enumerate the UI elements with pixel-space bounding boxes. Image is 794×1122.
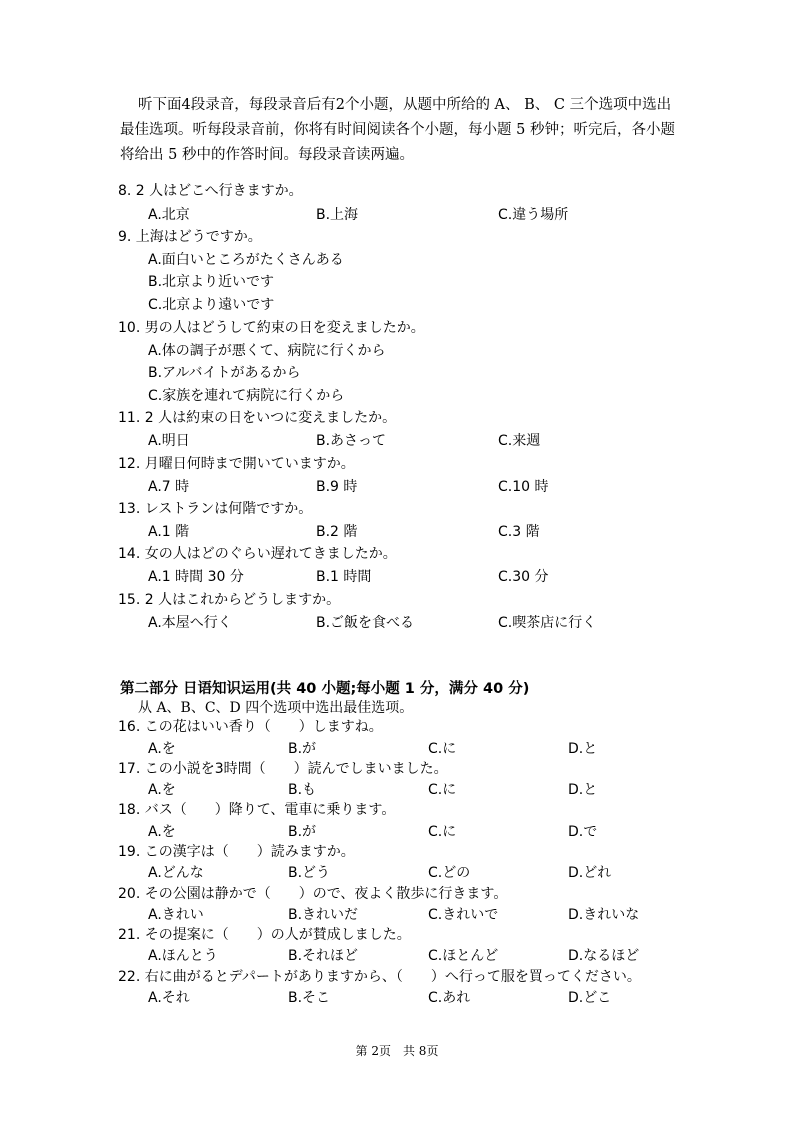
part2-title: 第二部分 日语知识运用(共 40 小题;每小题 1 分，满分 40 分) — [120, 681, 530, 697]
option-14-c: C.30 分 — [498, 569, 549, 585]
option-16-c: C.に — [428, 741, 457, 757]
question-10: 10. 男の人はどうして約束の日を変えましたか。 — [118, 320, 425, 336]
question-18: 18. バス（ ）降りて、電車に乗ります。 — [118, 802, 396, 818]
option-11-c: C.来週 — [498, 433, 541, 449]
question-19: 19. この漢字は（ ）読みますか。 — [118, 844, 355, 860]
option-14-b: B.1 時間 — [316, 569, 372, 585]
option-22-c: C.あれ — [428, 990, 471, 1006]
question-12: 12. 月曜日何時まで開いていますか。 — [118, 456, 355, 472]
option-11-a: A.明日 — [148, 433, 190, 449]
option-12-c: C.10 時 — [498, 479, 549, 495]
page-number-footer: 第 2页 共 8页 — [355, 1044, 439, 1058]
option-16-b: B.が — [288, 741, 317, 757]
question-21: 21. その提案に（ ）の人が賛成しました。 — [118, 927, 411, 943]
option-15-b: B.ご飯を食べる — [316, 615, 415, 631]
option-21-d: D.なるほど — [568, 948, 640, 964]
option-8-c: C.違う場所 — [498, 207, 569, 223]
option-10-a: A.体の調子が悪くて、病院に行くから — [148, 343, 386, 359]
option-22-d: D.どこ — [568, 990, 612, 1006]
option-18-c: C.に — [428, 824, 457, 840]
question-15: 15. 2 人はこれからどうしますか。 — [118, 592, 341, 608]
option-9-a: A.面白いところがたくさんある — [148, 252, 344, 268]
option-21-c: C.ほとんど — [428, 948, 499, 964]
option-16-d: D.と — [568, 741, 598, 757]
question-13: 13. レストランは何階ですか。 — [118, 501, 313, 517]
option-21-b: B.それほど — [288, 948, 359, 964]
option-18-b: B.が — [288, 824, 317, 840]
question-22: 22. 右に曲がるとデパートがありますから、（ ）へ行って服を買ってください。 — [118, 969, 641, 985]
option-12-b: B.9 時 — [316, 479, 358, 495]
option-17-c: C.に — [428, 782, 457, 798]
option-17-d: D.と — [568, 782, 598, 798]
option-20-b: B.きれいだ — [288, 907, 359, 923]
listening-instructions: 听下面4段录音，每段录音后有2个小题，从题中所给的 A、 B、 C 三个选项中选出最佳选项。听每段录音前，你将有时间阅读各个小题，每小题 5 秒钟；听完后，各小题将给出 5 秒中的作答时间。每段录音读两遍。 — [120, 97, 675, 163]
question-8: 8. 2 人はどこへ行きますか。 — [118, 183, 303, 199]
option-22-b: B.そこ — [288, 990, 331, 1006]
option-9-b: B.北京より近いです — [148, 274, 275, 290]
option-8-a: A.北京 — [148, 207, 190, 223]
option-13-c: C.3 階 — [498, 524, 540, 540]
question-17: 17. この小説を3時間（ ）読んでしまいました。 — [118, 761, 448, 777]
option-13-b: B.2 階 — [316, 524, 358, 540]
option-16-a: A.を — [148, 741, 176, 757]
option-19-d: D.どれ — [568, 865, 612, 881]
option-21-a: A.ほんとう — [148, 948, 218, 964]
option-8-b: B.上海 — [316, 207, 359, 223]
option-22-a: A.それ — [148, 990, 190, 1006]
option-15-c: C.喫茶店に行く — [498, 615, 597, 631]
option-17-a: A.を — [148, 782, 176, 798]
option-14-a: A.1 時間 30 分 — [148, 569, 244, 585]
option-12-a: A.7 時 — [148, 479, 190, 495]
question-9: 9. 上海はどうですか。 — [118, 229, 262, 245]
option-19-c: C.どの — [428, 865, 471, 881]
option-11-b: B.あさって — [316, 433, 387, 449]
option-18-a: A.を — [148, 824, 176, 840]
option-20-c: C.きれいで — [428, 907, 499, 923]
option-10-c: C.家族を連れて病院に行くから — [148, 388, 345, 404]
option-10-b: B.アルバイトがあるから — [148, 365, 301, 381]
option-20-d: D.きれいな — [568, 907, 640, 923]
question-14: 14. 女の人はどのぐらい遅れてきましたか。 — [118, 546, 397, 562]
question-11: 11. 2 人は約束の日をいつに変えましたか。 — [118, 410, 397, 426]
question-16: 16. この花はいい香り（ ）しますね。 — [118, 719, 383, 735]
option-19-a: A.どんな — [148, 865, 204, 881]
option-17-b: B.も — [288, 782, 317, 798]
option-9-c: C.北京より遠いです — [148, 297, 275, 313]
option-20-a: A.きれい — [148, 907, 204, 923]
option-13-a: A.1 階 — [148, 524, 190, 540]
option-15-a: A.本屋へ行く — [148, 615, 232, 631]
part2-instruction: 从 A、B、C、D 四个选项中选出最佳选项。 — [138, 700, 414, 716]
option-19-b: B.どう — [288, 865, 331, 881]
option-18-d: D.で — [568, 824, 598, 840]
question-20: 20. その公園は静かで（ ）ので、夜よく散歩に行きます。 — [118, 886, 508, 902]
